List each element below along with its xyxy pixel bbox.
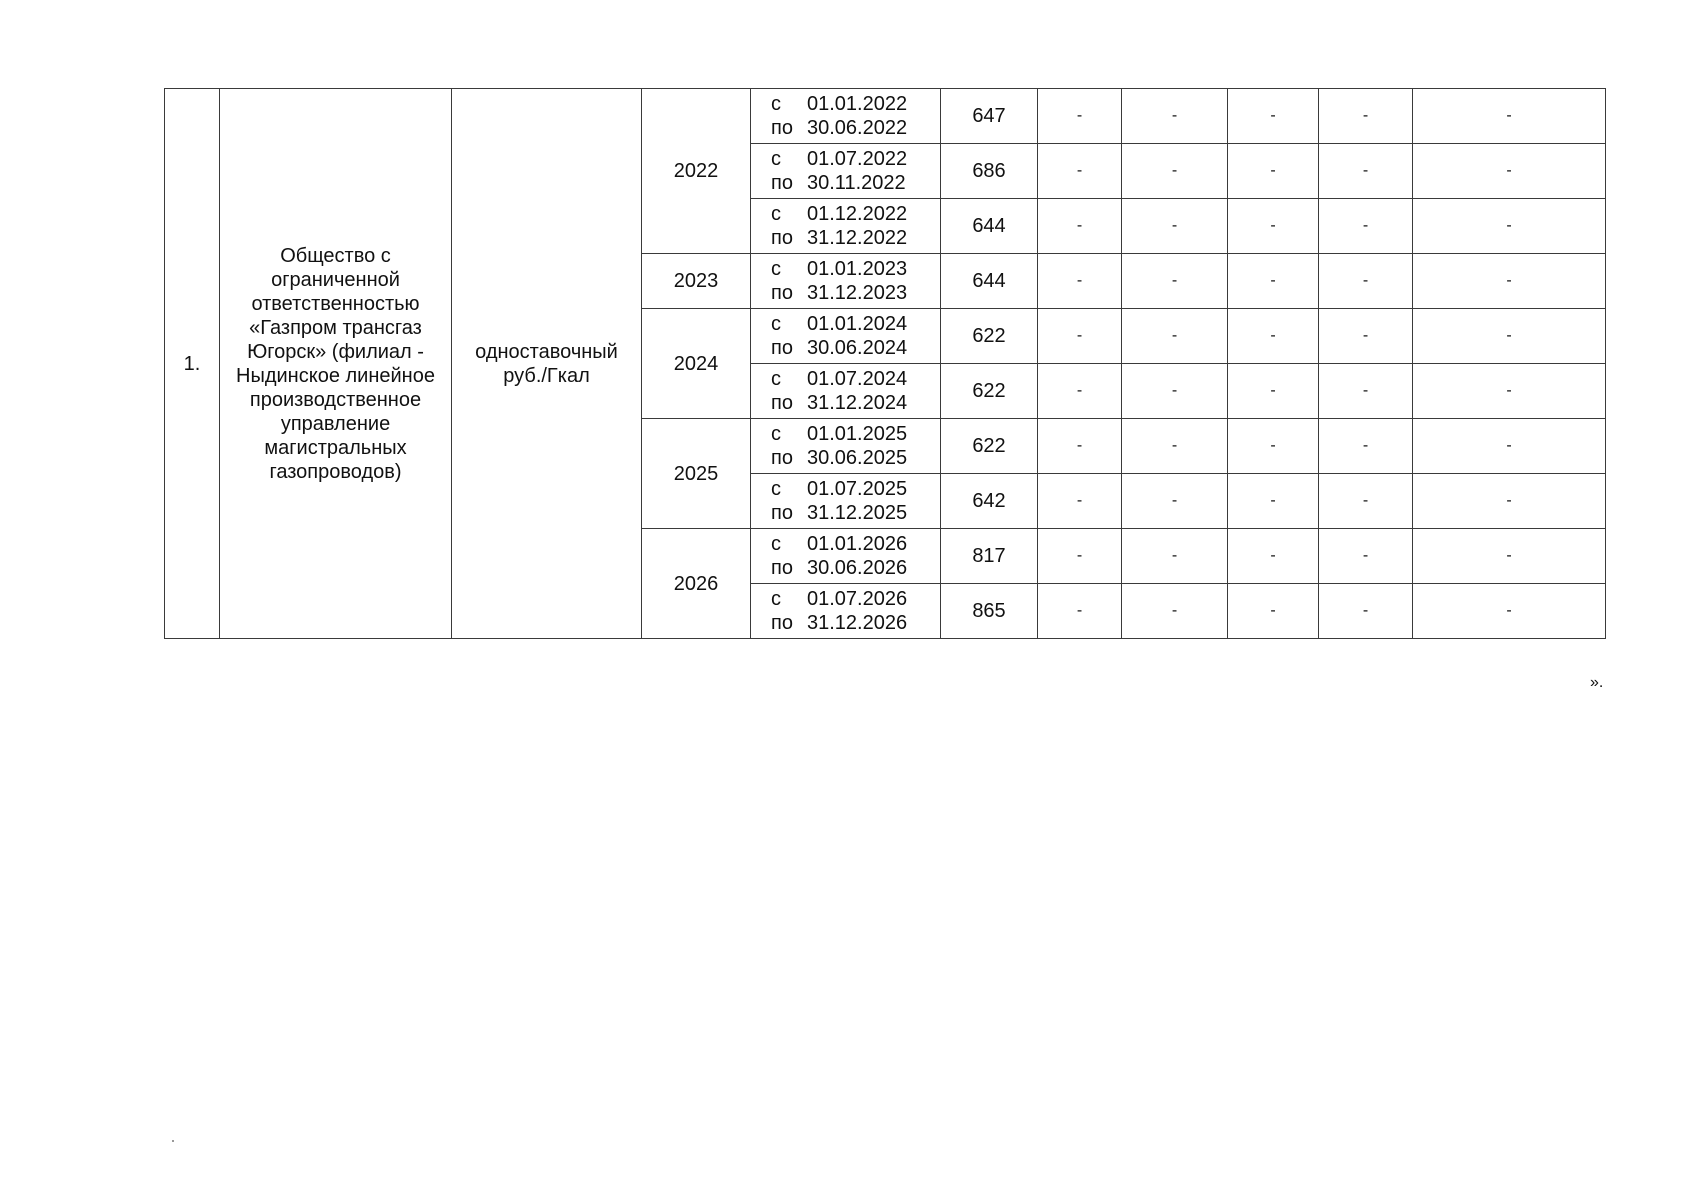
period-to-prefix: по xyxy=(771,282,793,304)
period-to-prefix: по xyxy=(771,337,793,359)
empty-value-dash: - xyxy=(1122,529,1228,584)
period-to-prefix: по xyxy=(771,612,793,634)
empty-value-dash: - xyxy=(1319,419,1413,474)
empty-value-dash: - xyxy=(1228,89,1319,144)
period-from-date: 01.01.2022 xyxy=(807,93,908,115)
empty-value-dash: - xyxy=(1228,529,1319,584)
period-to-prefix: по xyxy=(771,557,793,579)
empty-value-dash: - xyxy=(1122,584,1228,639)
tariff-value: 644 xyxy=(941,199,1038,254)
empty-value-dash: - xyxy=(1413,309,1606,364)
empty-value-dash: - xyxy=(1319,144,1413,199)
period-cell xyxy=(751,364,941,419)
empty-value-dash: - xyxy=(1038,419,1122,474)
period-from xyxy=(771,422,940,446)
period-from xyxy=(771,532,940,556)
empty-value-dash: - xyxy=(1228,364,1319,419)
period-to-prefix: по xyxy=(771,227,793,249)
period-from xyxy=(771,147,940,171)
period-from-date: 01.01.2024 xyxy=(807,313,908,335)
year-cell: 2026 xyxy=(642,529,751,639)
empty-value-dash: - xyxy=(1319,364,1413,419)
empty-value-dash: - xyxy=(1122,254,1228,309)
empty-value-dash: - xyxy=(1228,144,1319,199)
tariff-value: 622 xyxy=(941,309,1038,364)
period-to xyxy=(771,611,940,635)
tariff-value: 642 xyxy=(941,474,1038,529)
period-to-date: 31.12.2023 xyxy=(807,282,908,304)
period-to xyxy=(771,116,940,140)
empty-value-dash: - xyxy=(1122,474,1228,529)
period-from xyxy=(771,587,940,611)
period-from-date: 01.01.2023 xyxy=(807,258,908,280)
period-from-prefix: с xyxy=(771,423,781,445)
year-cell: 2023 xyxy=(642,254,751,309)
empty-value-dash: - xyxy=(1319,584,1413,639)
empty-value-dash: - xyxy=(1122,364,1228,419)
empty-value-dash: - xyxy=(1319,89,1413,144)
period-to-date: 31.12.2022 xyxy=(807,227,908,249)
period-from-prefix: с xyxy=(771,203,781,225)
period-cell xyxy=(751,309,941,364)
period-to xyxy=(771,226,940,250)
tariff-value: 622 xyxy=(941,419,1038,474)
period-to-date: 30.11.2022 xyxy=(807,172,906,194)
empty-value-dash: - xyxy=(1413,474,1606,529)
period-from-date: 01.07.2024 xyxy=(807,368,908,390)
empty-value-dash: - xyxy=(1319,254,1413,309)
empty-value-dash: - xyxy=(1319,529,1413,584)
tariff-value: 647 xyxy=(941,89,1038,144)
empty-value-dash: - xyxy=(1038,584,1122,639)
empty-value-dash: - xyxy=(1319,474,1413,529)
empty-value-dash: - xyxy=(1038,529,1122,584)
period-from-prefix: с xyxy=(771,93,781,115)
period-to-date: 31.12.2026 xyxy=(807,612,908,634)
tariff-table xyxy=(164,88,1606,639)
empty-value-dash: - xyxy=(1122,89,1228,144)
empty-value-dash: - xyxy=(1038,309,1122,364)
period-from-prefix: с xyxy=(771,313,781,335)
period-from xyxy=(771,477,940,501)
year-cell: 2025 xyxy=(642,419,751,529)
period-to-date: 30.06.2025 xyxy=(807,447,908,469)
empty-value-dash: - xyxy=(1228,419,1319,474)
empty-value-dash: - xyxy=(1228,474,1319,529)
period-from-date: 01.07.2026 xyxy=(807,588,908,610)
period-to-date: 30.06.2026 xyxy=(807,557,908,579)
empty-value-dash: - xyxy=(1038,144,1122,199)
period-cell xyxy=(751,199,941,254)
period-to-date: 31.12.2025 xyxy=(807,502,908,524)
period-to xyxy=(771,391,940,415)
period-from-prefix: с xyxy=(771,368,781,390)
empty-value-dash: - xyxy=(1413,144,1606,199)
period-from xyxy=(771,367,940,391)
period-from-date: 01.07.2025 xyxy=(807,478,908,500)
empty-value-dash: - xyxy=(1122,419,1228,474)
period-cell xyxy=(751,419,941,474)
empty-value-dash: - xyxy=(1122,144,1228,199)
period-to-date: 30.06.2022 xyxy=(807,117,908,139)
period-cell xyxy=(751,529,941,584)
empty-value-dash: - xyxy=(1038,89,1122,144)
empty-value-dash: - xyxy=(1413,89,1606,144)
year-cell: 2024 xyxy=(642,309,751,419)
period-from-date: 01.01.2026 xyxy=(807,533,908,555)
empty-value-dash: - xyxy=(1038,199,1122,254)
empty-value-dash: - xyxy=(1122,309,1228,364)
period-to-prefix: по xyxy=(771,172,793,194)
empty-value-dash: - xyxy=(1122,199,1228,254)
tariff-value: 686 xyxy=(941,144,1038,199)
year-cell: 2022 xyxy=(642,89,751,254)
period-from-prefix: с xyxy=(771,148,781,170)
period-to xyxy=(771,501,940,525)
period-cell xyxy=(751,254,941,309)
period-to xyxy=(771,336,940,360)
tariff-value: 644 xyxy=(941,254,1038,309)
period-to xyxy=(771,171,940,195)
empty-value-dash: - xyxy=(1319,199,1413,254)
empty-value-dash: - xyxy=(1413,254,1606,309)
table-body xyxy=(165,89,1606,639)
period-to-date: 30.06.2024 xyxy=(807,337,908,359)
tariff-value: 622 xyxy=(941,364,1038,419)
empty-value-dash: - xyxy=(1413,419,1606,474)
empty-value-dash: - xyxy=(1228,584,1319,639)
empty-value-dash: - xyxy=(1228,199,1319,254)
period-from xyxy=(771,312,940,336)
period-to xyxy=(771,556,940,580)
period-from xyxy=(771,257,940,281)
tariff-type: одноставочный руб./Гкал xyxy=(452,89,642,639)
period-from-date: 01.01.2025 xyxy=(807,423,908,445)
period-to-prefix: по xyxy=(771,447,793,469)
empty-value-dash: - xyxy=(1413,529,1606,584)
period-from xyxy=(771,202,940,226)
empty-value-dash: - xyxy=(1413,584,1606,639)
period-from-prefix: с xyxy=(771,258,781,280)
organization-name: Общество с ограниченной ответственностью «Газпром трансгаз Югорск» (филиал - Ныдинское линейное производственное управление магистральных газопроводов) xyxy=(220,89,452,639)
scan-speck xyxy=(172,1140,174,1142)
period-cell xyxy=(751,89,941,144)
period-to-prefix: по xyxy=(771,502,793,524)
period-from-prefix: с xyxy=(771,588,781,610)
empty-value-dash: - xyxy=(1038,364,1122,419)
period-from-date: 01.07.2022 xyxy=(807,148,908,170)
empty-value-dash: - xyxy=(1228,309,1319,364)
tariff-value: 865 xyxy=(941,584,1038,639)
empty-value-dash: - xyxy=(1413,364,1606,419)
empty-value-dash: - xyxy=(1413,199,1606,254)
period-to-prefix: по xyxy=(771,117,793,139)
row-number: 1. xyxy=(165,89,220,639)
empty-value-dash: - xyxy=(1319,309,1413,364)
period-from-prefix: с xyxy=(771,478,781,500)
period-from-prefix: с xyxy=(771,533,781,555)
closing-quote: ». xyxy=(1590,674,1604,691)
period-to xyxy=(771,281,940,305)
period-from xyxy=(771,92,940,116)
empty-value-dash: - xyxy=(1038,474,1122,529)
period-to-date: 31.12.2024 xyxy=(807,392,908,414)
period-cell xyxy=(751,584,941,639)
empty-value-dash: - xyxy=(1228,254,1319,309)
period-cell xyxy=(751,144,941,199)
empty-value-dash: - xyxy=(1038,254,1122,309)
tariff-value: 817 xyxy=(941,529,1038,584)
period-to-prefix: по xyxy=(771,392,793,414)
table-row xyxy=(165,89,1606,144)
period-to xyxy=(771,446,940,470)
period-cell xyxy=(751,474,941,529)
period-from-date: 01.12.2022 xyxy=(807,203,908,225)
